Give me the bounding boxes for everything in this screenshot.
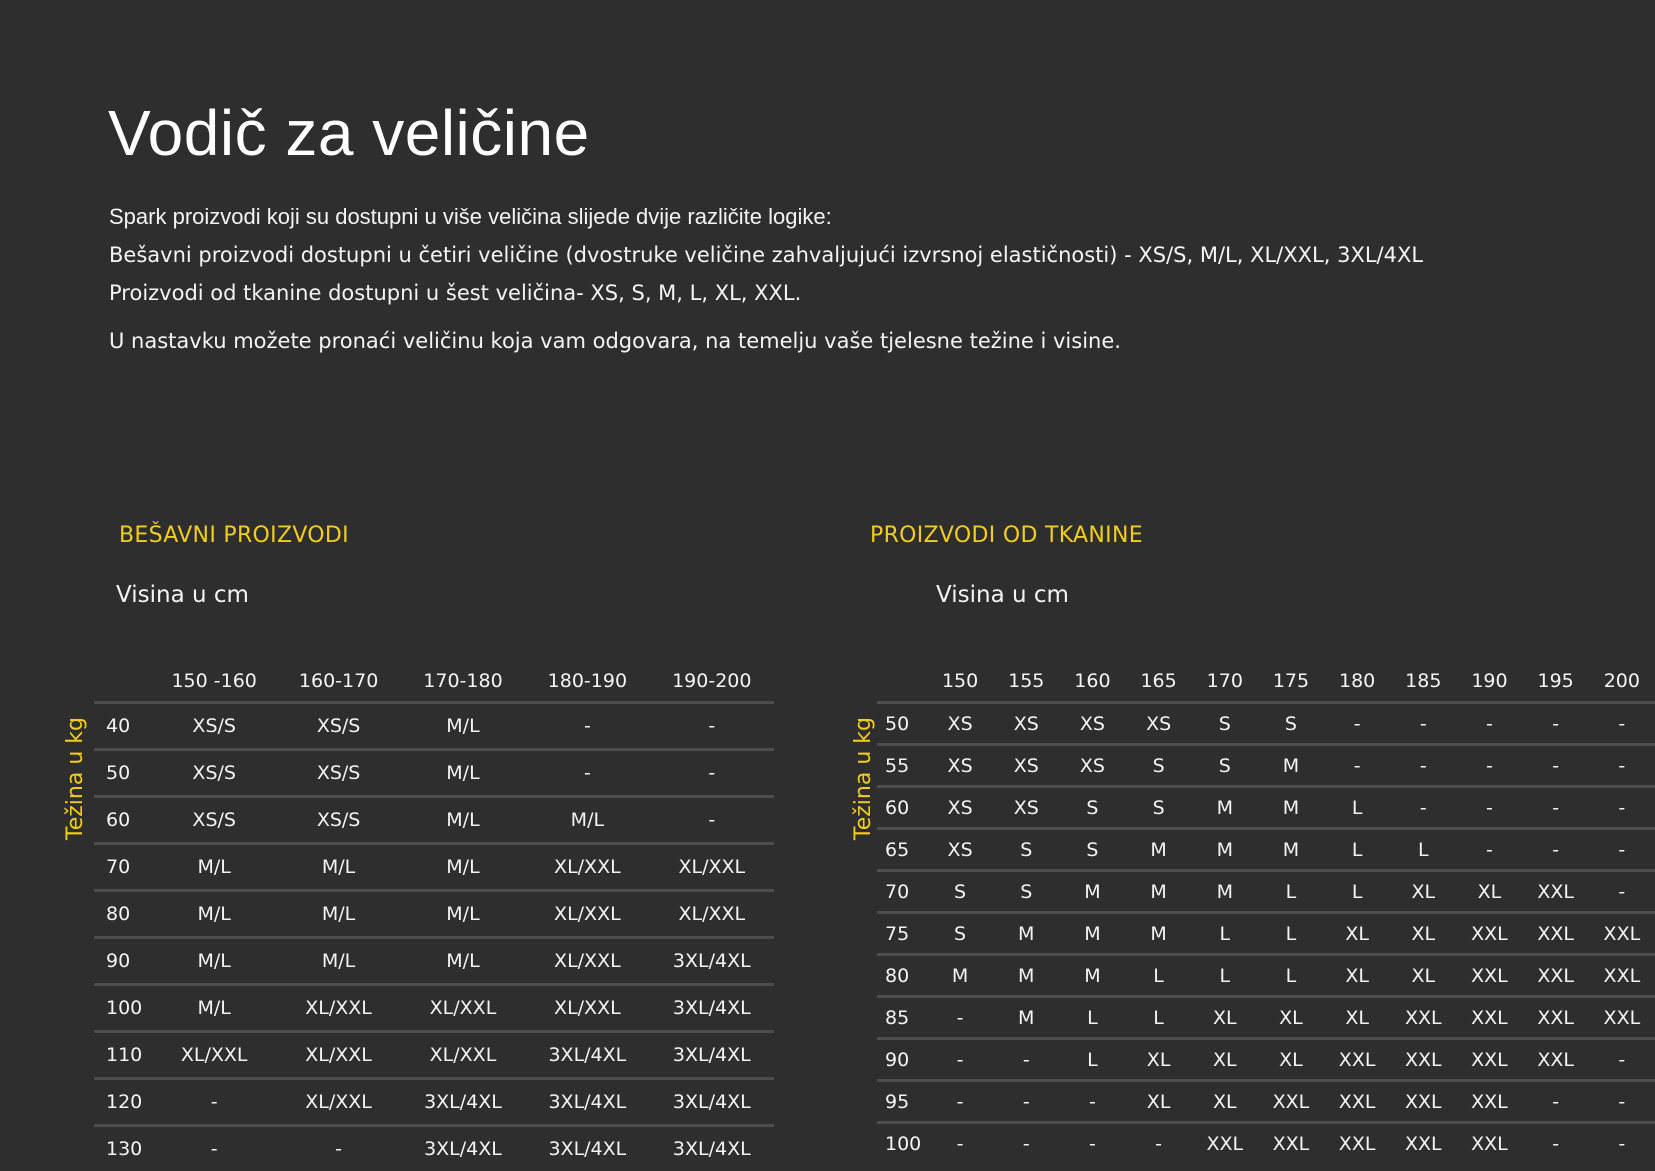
size-cell: XL [1456,871,1522,913]
table-row [877,745,1655,787]
size-cell: XL/XXL [276,985,400,1032]
size-cell: XS [927,703,993,745]
size-cell: M/L [152,844,276,891]
size-cell: - [1324,745,1390,787]
height-column-header: 195 [1523,661,1589,703]
size-cell: - [1456,787,1522,829]
size-cell: M [993,913,1059,955]
size-cell: M/L [276,938,400,985]
weight-row-header: 90 [94,938,152,985]
seamless-height-label: Visina u cm [116,582,249,608]
size-cell: M/L [401,797,525,844]
size-cell: - [1589,871,1655,913]
header-corner [94,661,152,703]
height-column-header: 180-190 [525,661,649,703]
size-cell: M [1059,955,1125,997]
table-row [877,1081,1655,1123]
size-cell: 3XL/4XL [401,1126,525,1171]
size-cell: XL [1390,913,1456,955]
size-cell: XS/S [152,703,276,750]
size-cell: XXL [1390,997,1456,1039]
intro-text [109,198,1423,360]
size-cell: XS/S [152,797,276,844]
size-cell: - [1589,703,1655,745]
table-row [94,703,774,750]
table-row [877,997,1655,1039]
header-corner [877,661,927,703]
size-cell: - [993,1123,1059,1164]
table-row [877,1039,1655,1081]
height-column-header: 200 [1589,661,1655,703]
size-cell: - [1059,1081,1125,1123]
size-cell: - [1456,703,1522,745]
size-cell: - [1523,829,1589,871]
size-cell: L [1059,1039,1125,1081]
weight-row-header: 90 [877,1039,927,1081]
size-cell: L [1126,997,1192,1039]
size-cell: M [993,955,1059,997]
size-cell: M [1192,871,1258,913]
weight-row-header: 50 [877,703,927,745]
size-cell: XL [1258,997,1324,1039]
size-cell: - [1390,745,1456,787]
size-cell: XS [993,703,1059,745]
size-cell: XXL [1523,955,1589,997]
size-cell: XL/XXL [525,938,649,985]
size-cell: - [1589,1081,1655,1123]
size-cell: - [1456,745,1522,787]
seamless-weight-label: Težina u kg [63,717,88,840]
size-cell: - [1523,745,1589,787]
size-cell: XXL [1324,1081,1390,1123]
size-cell: - [927,1081,993,1123]
size-cell: M [1059,871,1125,913]
size-cell: XS [927,787,993,829]
size-cell: - [927,1039,993,1081]
weight-row-header: 60 [877,787,927,829]
size-cell: XL/XXL [650,844,774,891]
seamless-header-row [94,661,774,703]
size-cell: L [1390,829,1456,871]
size-cell: - [1523,703,1589,745]
table-row [94,1032,774,1079]
size-cell: XL [1324,955,1390,997]
weight-row-header: 80 [877,955,927,997]
table-row [94,938,774,985]
height-column-header: 180 [1324,661,1390,703]
size-cell: XXL [1324,1123,1390,1164]
size-cell: XL [1390,955,1456,997]
size-cell: - [525,750,649,797]
size-cell: XXL [1390,1039,1456,1081]
size-cell: - [152,1079,276,1126]
height-column-header: 170-180 [401,661,525,703]
size-cell: - [993,1039,1059,1081]
size-cell: 3XL/4XL [525,1126,649,1171]
size-cell: S [927,913,993,955]
size-cell: L [1324,787,1390,829]
size-cell: XL [1324,997,1390,1039]
size-cell: XXL [1258,1123,1324,1164]
size-cell: M/L [401,938,525,985]
height-column-header: 150 [927,661,993,703]
size-cell: M [1126,913,1192,955]
height-column-header: 155 [993,661,1059,703]
size-cell: S [993,871,1059,913]
table-row [877,703,1655,745]
weight-row-header: 95 [877,1081,927,1123]
size-cell: L [1324,829,1390,871]
size-cell: XXL [1258,1081,1324,1123]
weight-row-header: 40 [94,703,152,750]
size-cell: - [1523,1081,1589,1123]
intro-line-instructions: U nastavku možete pronaći veličinu koja vam odgovara, na temelju vaše tjelesne težine i visine. [109,322,1423,360]
size-cell: - [650,703,774,750]
size-cell: - [1126,1123,1192,1164]
size-cell: XS [927,829,993,871]
size-cell: XL [1126,1081,1192,1123]
size-cell: M/L [276,844,400,891]
size-cell: XXL [1523,871,1589,913]
size-cell: S [927,871,993,913]
size-cell: - [1523,787,1589,829]
size-cell: 3XL/4XL [650,985,774,1032]
size-cell: XL [1126,1039,1192,1081]
size-cell: - [152,1126,276,1171]
size-cell: XL/XXL [152,1032,276,1079]
size-cell: XS [1059,745,1125,787]
size-cell: XXL [1456,1081,1522,1123]
size-cell: XL/XXL [650,891,774,938]
size-cell: XXL [1589,955,1655,997]
table-row [94,797,774,844]
size-cell: M/L [152,938,276,985]
size-cell: XL/XXL [276,1032,400,1079]
height-column-header: 165 [1126,661,1192,703]
size-cell: - [1589,745,1655,787]
size-cell: XL [1258,1039,1324,1081]
size-cell: - [927,997,993,1039]
weight-row-header: 130 [94,1126,152,1171]
fabric-heading: PROIZVODI OD TKANINE [870,523,1143,548]
table-row [877,829,1655,871]
size-cell: L [1324,871,1390,913]
size-cell: XL [1390,871,1456,913]
size-cell: - [1589,1123,1655,1164]
size-cell: XL/XXL [525,844,649,891]
size-cell: M [1192,787,1258,829]
size-cell: XS [993,787,1059,829]
size-cell: XL/XXL [401,985,525,1032]
size-cell: L [1258,955,1324,997]
size-cell: XXL [1456,913,1522,955]
size-cell: M/L [276,891,400,938]
size-cell: XXL [1324,1039,1390,1081]
size-cell: - [650,750,774,797]
size-cell: S [1059,829,1125,871]
size-cell: - [525,703,649,750]
weight-row-header: 80 [94,891,152,938]
size-cell: - [1324,703,1390,745]
size-cell: L [1192,913,1258,955]
size-cell: XXL [1192,1123,1258,1164]
height-column-header: 190-200 [650,661,774,703]
size-cell: XS [993,745,1059,787]
size-cell: M [1258,787,1324,829]
size-cell: - [1390,703,1456,745]
seamless-heading: BEŠAVNI PROIZVODI [119,523,349,548]
size-cell: XS/S [152,750,276,797]
weight-row-header: 65 [877,829,927,871]
size-cell: M/L [152,891,276,938]
table-row [877,1123,1655,1164]
size-cell: S [1059,787,1125,829]
table-row [94,750,774,797]
size-cell: M [1059,913,1125,955]
size-cell: M/L [152,985,276,1032]
size-cell: XXL [1456,1039,1522,1081]
size-cell: XXL [1390,1123,1456,1164]
size-cell: XL [1192,1081,1258,1123]
height-column-header: 150 -160 [152,661,276,703]
size-cell: XL [1192,997,1258,1039]
size-cell: M [1192,829,1258,871]
size-cell: S [993,829,1059,871]
height-column-header: 160-170 [276,661,400,703]
height-column-header: 190 [1456,661,1522,703]
page-title: Vodič za veličine [108,96,590,170]
size-cell: XL [1324,913,1390,955]
height-column-header: 170 [1192,661,1258,703]
size-cell: S [1192,703,1258,745]
size-cell: 3XL/4XL [650,1079,774,1126]
size-cell: XS [1126,703,1192,745]
size-cell: - [927,1123,993,1164]
size-cell: XXL [1523,1039,1589,1081]
fabric-weight-label: Težina u kg [851,717,876,840]
size-cell: XXL [1589,913,1655,955]
fabric-header-row [877,661,1655,703]
size-cell: XS/S [276,797,400,844]
height-column-header: 185 [1390,661,1456,703]
size-cell: - [276,1126,400,1171]
size-cell: XXL [1523,997,1589,1039]
size-cell: - [1589,1039,1655,1081]
size-cell: XL [1192,1039,1258,1081]
table-row [94,985,774,1032]
size-cell: XL/XXL [525,891,649,938]
table-row [94,844,774,891]
weight-row-header: 110 [94,1032,152,1079]
height-column-header: 175 [1258,661,1324,703]
size-cell: M [993,997,1059,1039]
size-cell: - [650,797,774,844]
size-cell: M/L [401,844,525,891]
size-cell: M/L [401,750,525,797]
table-row [877,955,1655,997]
size-cell: L [1192,955,1258,997]
size-cell: XXL [1456,1123,1522,1164]
fabric-size-table [877,661,1655,1163]
size-cell: M [927,955,993,997]
size-cell: XXL [1456,955,1522,997]
weight-row-header: 60 [94,797,152,844]
size-cell: 3XL/4XL [650,938,774,985]
size-cell: M [1126,871,1192,913]
size-cell: - [1456,829,1522,871]
weight-row-header: 55 [877,745,927,787]
table-row [94,891,774,938]
size-cell: L [1126,955,1192,997]
size-cell: 3XL/4XL [650,1032,774,1079]
intro-line-seamless: Bešavni proizvodi dostupni u četiri veličine (dvostruke veličine zahvaljujući izvrsnoj elastičnosti) - XS/S, M/L, XL/XXL, 3XL/4XL [109,236,1423,274]
weight-row-header: 85 [877,997,927,1039]
weight-row-header: 70 [94,844,152,891]
size-cell: XXL [1390,1081,1456,1123]
size-cell: XL/XXL [401,1032,525,1079]
weight-row-header: 50 [94,750,152,797]
size-cell: S [1258,703,1324,745]
size-cell: - [1390,787,1456,829]
table-row [877,787,1655,829]
size-cell: XL/XXL [525,985,649,1032]
size-cell: M/L [401,891,525,938]
size-cell: - [1589,787,1655,829]
size-cell: 3XL/4XL [401,1079,525,1126]
height-column-header: 160 [1059,661,1125,703]
seamless-size-table [94,661,774,1171]
size-cell: XXL [1523,913,1589,955]
size-cell: - [1059,1123,1125,1164]
size-cell: XS/S [276,750,400,797]
size-cell: XS/S [276,703,400,750]
weight-row-header: 70 [877,871,927,913]
size-cell: 3XL/4XL [525,1079,649,1126]
size-cell: XS [1059,703,1125,745]
weight-row-header: 100 [94,985,152,1032]
size-cell: XXL [1456,997,1522,1039]
size-cell: - [993,1081,1059,1123]
size-cell: 3XL/4XL [650,1126,774,1171]
weight-row-header: 120 [94,1079,152,1126]
size-cell: L [1258,871,1324,913]
weight-row-header: 100 [877,1123,927,1164]
size-cell: M/L [525,797,649,844]
weight-row-header: 75 [877,913,927,955]
intro-line-logic: Spark proizvodi koji su dostupni u više veličina slijede dvije različite logike: [109,198,1423,236]
intro-line-fabric: Proizvodi od tkanine dostupni u šest veličina- XS, S, M, L, XL, XXL. [109,274,1423,312]
size-cell: L [1258,913,1324,955]
fabric-height-label: Visina u cm [936,582,1069,608]
table-row [877,871,1655,913]
size-cell: S [1126,745,1192,787]
table-row [94,1126,774,1171]
size-cell: XS [927,745,993,787]
size-cell: M [1258,745,1324,787]
table-row [94,1079,774,1126]
size-cell: XL/XXL [276,1079,400,1126]
size-cell: 3XL/4XL [525,1032,649,1079]
size-cell: - [1589,829,1655,871]
size-cell: M/L [401,703,525,750]
size-cell: XXL [1589,997,1655,1039]
size-cell: S [1192,745,1258,787]
size-cell: L [1059,997,1125,1039]
size-cell: S [1126,787,1192,829]
size-cell: M [1126,829,1192,871]
size-cell: M [1258,829,1324,871]
table-row [877,913,1655,955]
size-cell: - [1523,1123,1589,1164]
